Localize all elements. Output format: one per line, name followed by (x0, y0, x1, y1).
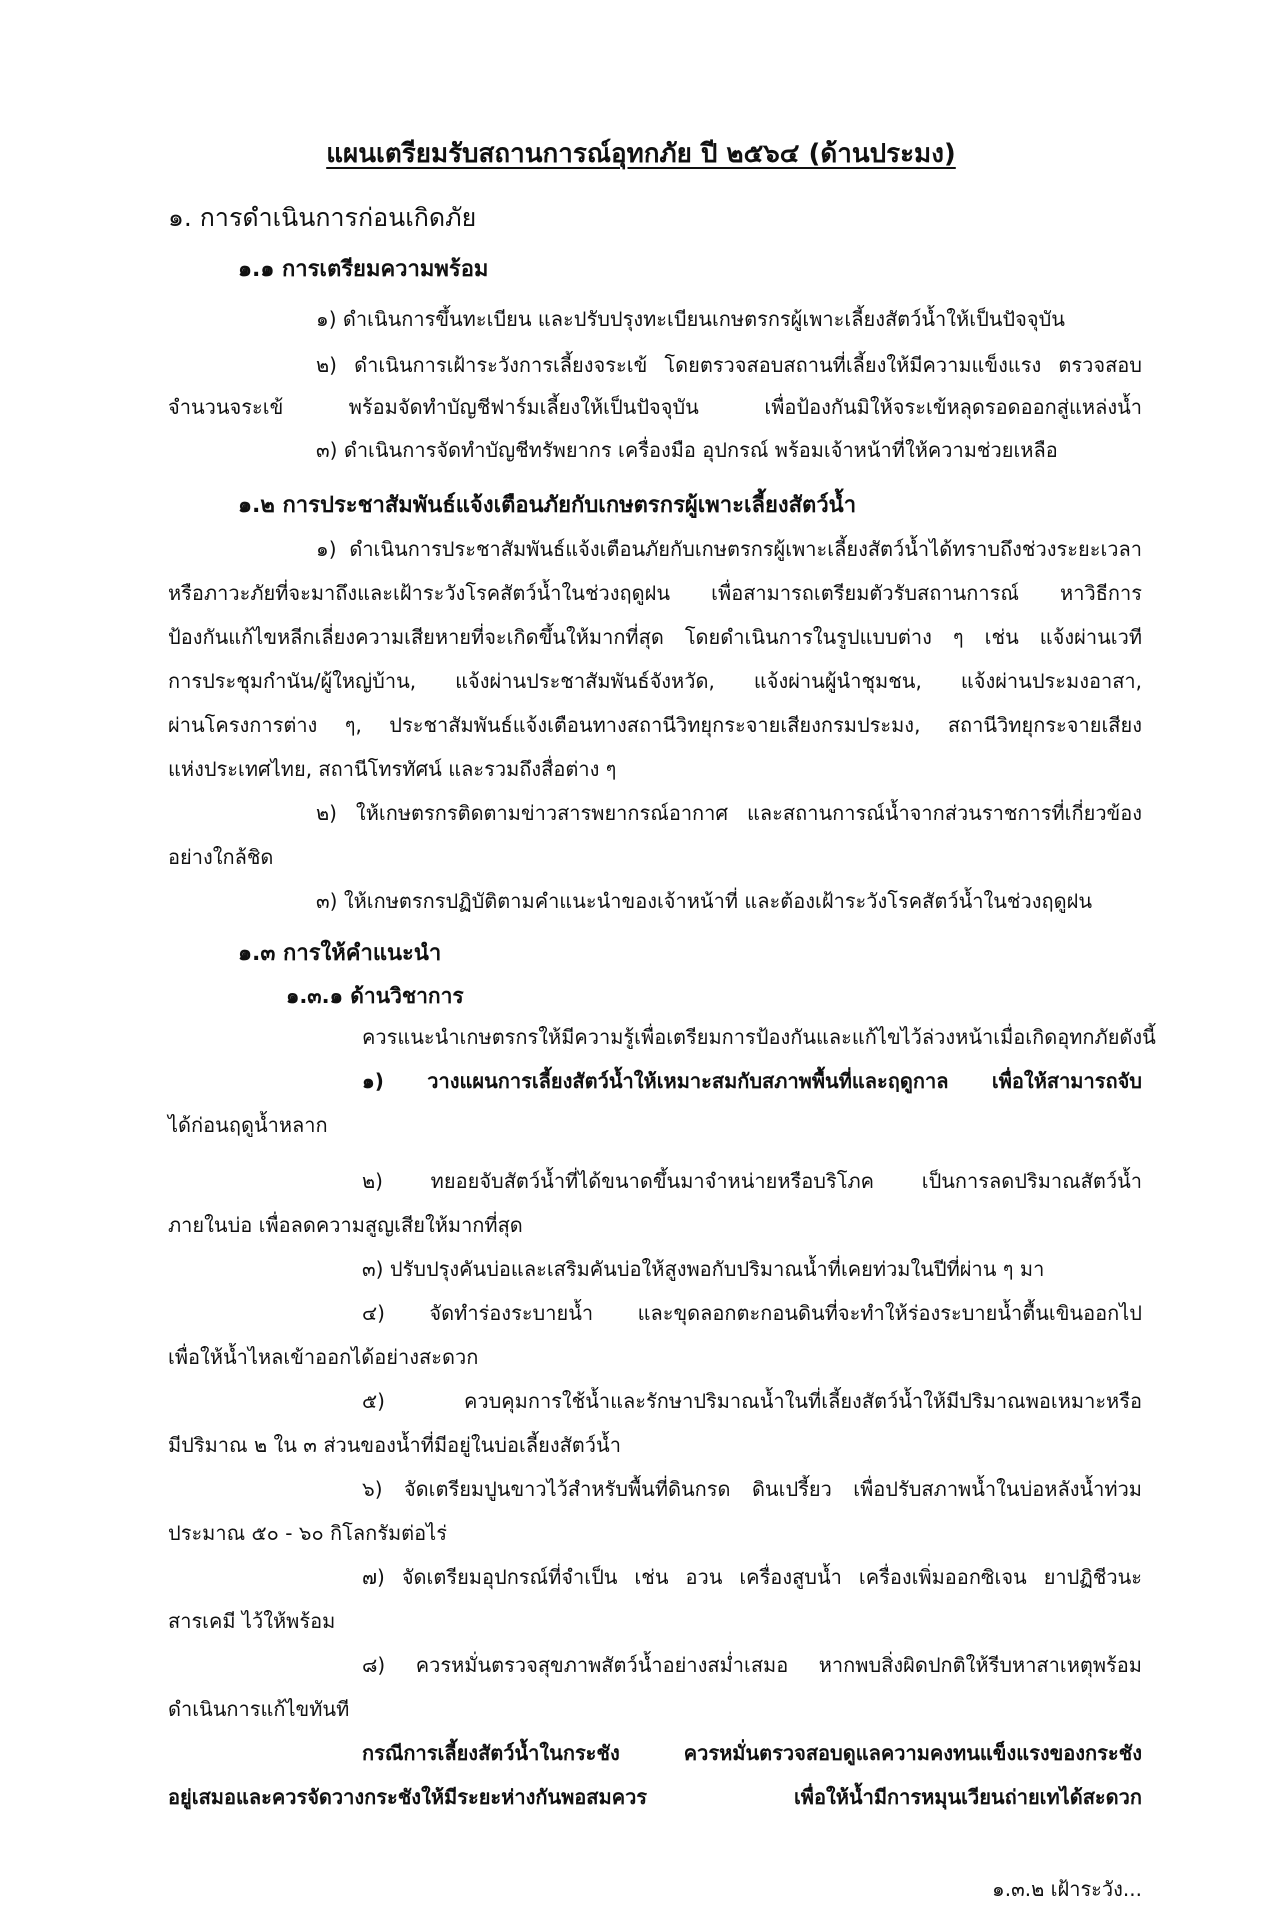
technical-item-5-line-2: มีปริมาณ ๒ ใน ๓ ส่วนของน้ำที่มีอยู่ในบ่อเลี้ยงสัตว์น้ำ (168, 1433, 621, 1457)
section-1-2-item-1-line-6: แห่งประเทศไทย, สถานีโทรทัศน์ และรวมถึงสื่อต่าง ๆ (168, 757, 617, 781)
section-1-heading: ๑. การดำเนินการก่อนเกิดภัย (168, 203, 477, 232)
technical-item-1-line-2: ได้ก่อนฤดูน้ำหลาก (168, 1113, 328, 1137)
technical-item-7-line-2: สารเคมี ไว้ให้พร้อม (168, 1609, 336, 1633)
technical-item-6-line-1: ๖) จัดเตรียมปูนขาวไว้สำหรับพื้นที่ดินกรด ดินเปรี้ยว เพื่อปรับสภาพน้ำในบ่อหลังน้ำท่วม (362, 1477, 1142, 1501)
section-1-2-item-1-line-2: หรือภาวะภัยที่จะมาถึงและเฝ้าระวังโรคสัตว์น้ำในช่วงฤดูฝน เพื่อสามารถเตรียมตัวรับสถานการณ์ หาวิธีการ (168, 581, 1142, 605)
page-continuation-marker: ๑.๓.๒ เฝ้าระวัง... (992, 1877, 1142, 1901)
section-1-3-heading: ๑.๓ การให้คำแนะนำ (238, 941, 442, 966)
section-1-2-item-2-line-2: อย่างใกล้ชิด (168, 845, 274, 869)
technical-item-6-line-2: ประมาณ ๕๐ - ๖๐ กิโลกรัมต่อไร่ (168, 1521, 447, 1545)
technical-item-1-line-1: ๑) วางแผนการเลี้ยงสัตว์น้ำให้เหมาะสมกับสภาพพื้นที่และฤดูกาล เพื่อให้สามารถจับ (362, 1069, 1142, 1093)
technical-item-4-line-1: ๔) จัดทำร่องระบายน้ำ และขุดลอกตะกอนดินที่จะทำให้ร่องระบายน้ำตื้นเขินออกไป (362, 1301, 1142, 1325)
technical-item-4-line-2: เพื่อให้น้ำไหลเข้าออกได้อย่างสะดวก (168, 1345, 479, 1369)
technical-item-8-line-2: ดำเนินการแก้ไขทันที (168, 1697, 350, 1721)
technical-item-2-line-1: ๒) ทยอยจับสัตว์น้ำที่ได้ขนาดขึ้นมาจำหน่ายหรือบริโภค เป็นการลดปริมาณสัตว์น้ำ (362, 1169, 1142, 1193)
section-1-1-heading: ๑.๑ การเตรียมความพร้อม (238, 257, 489, 282)
cage-paragraph-line-1: กรณีการเลี้ยงสัตว์น้ำในกระชัง ควรหมั่นตรวจสอบดูแลความคงทนแข็งแรงของกระชัง (362, 1741, 1142, 1765)
section-1-3-1-intro: ควรแนะนำเกษตรกรให้มีความรู้เพื่อเตรียมการป้องกันและแก้ไขไว้ล่วงหน้าเมื่อเกิดอุทกภัยดังนี้ (362, 1025, 1156, 1049)
cage-paragraph-line-2: อยู่เสมอและควรจัดวางกระชังให้มีระยะห่างกันพอสมควร เพื่อให้น้ำมีการหมุนเวียนถ่ายเทได้สะดวก (168, 1785, 1142, 1809)
section-1-3-1-heading: ๑.๓.๑ ด้านวิชาการ (286, 984, 464, 1008)
section-1-2-item-1-line-5: ผ่านโครงการต่าง ๆ, ประชาสัมพันธ์แจ้งเตือนทางสถานีวิทยุกระจายเสียงกรมประมง, สถานีวิทยุกระจายเสียง (168, 713, 1142, 737)
document-title: แผนเตรียมรับสถานการณ์อุทกภัย ปี ๒๕๖๔ (ด้านประมง) (326, 139, 956, 169)
section-1-2-heading: ๑.๒ การประชาสัมพันธ์แจ้งเตือนภัยกับเกษตรกรผู้เพาะเลี้ยงสัตว์น้ำ (238, 493, 857, 518)
section-1-2-item-2-line-1: ๒) ให้เกษตรกรติดตามข่าวสารพยากรณ์อากาศ และสถานการณ์น้ำจากส่วนราชการที่เกี่ยวข้อง (316, 801, 1142, 825)
technical-item-2-line-2: ภายในบ่อ เพื่อลดความสูญเสียให้มากที่สุด (168, 1213, 523, 1237)
section-1-2-item-1-line-1: ๑) ดำเนินการประชาสัมพันธ์แจ้งเตือนภัยกับเกษตรกรผู้เพาะเลี้ยงสัตว์น้ำได้ทราบถึงช่วงระยะเวลา (316, 537, 1142, 561)
section-1-1-item-2-line-1: ๒) ดำเนินการเฝ้าระวังการเลี้ยงจระเข้ โดยตรวจสอบสถานที่เลี้ยงให้มีความแข็งแรง ตรวจสอบ (316, 353, 1142, 377)
section-1-2-item-1-line-4: การประชุมกำนัน/ผู้ใหญ่บ้าน, แจ้งผ่านประชาสัมพันธ์จังหวัด, แจ้งผ่านผู้นำชุมชน, แจ้งผ่านประมงอาสา, (168, 669, 1142, 693)
section-1-1-item-3: ๓) ดำเนินการจัดทำบัญชีทรัพยากร เครื่องมือ อุปกรณ์ พร้อมเจ้าหน้าที่ให้ความช่วยเหลือ (316, 438, 1058, 462)
section-1-2-item-1-line-3: ป้องกันแก้ไขหลีกเลี่ยงความเสียหายที่จะเกิดขึ้นให้มากที่สุด โดยดำเนินการในรูปแบบต่าง ๆ เช่น แจ้งผ่านเวที (168, 625, 1142, 649)
section-1-1-item-2-line-2: จำนวนจระเข้ พร้อมจัดทำบัญชีฟาร์มเลี้ยงให้เป็นปัจจุบัน เพื่อป้องกันมิให้จระเข้หลุดรอดออกสู่แหล่งน้ำ (168, 395, 1142, 419)
section-1-2-item-3: ๓) ให้เกษตรกรปฏิบัติตามคำแนะนำของเจ้าหน้าที่ และต้องเฝ้าระวังโรคสัตว์น้ำในช่วงฤดูฝน (316, 889, 1092, 913)
section-1-1-item-1: ๑) ดำเนินการขึ้นทะเบียน และปรับปรุงทะเบียนเกษตรกรผู้เพาะเลี้ยงสัตว์น้ำให้เป็นปัจจุบัน (316, 307, 1065, 331)
technical-item-3: ๓) ปรับปรุงคันบ่อและเสริมคันบ่อให้สูงพอกับปริมาณน้ำที่เคยท่วมในปีที่ผ่าน ๆ มา (362, 1257, 1045, 1281)
technical-item-7-line-1: ๗) จัดเตรียมอุปกรณ์ที่จำเป็น เช่น อวน เครื่องสูบน้ำ เครื่องเพิ่มออกซิเจน ยาปฏิชีวนะ (362, 1565, 1142, 1589)
technical-item-8-line-1: ๘) ควรหมั่นตรวจสุขภาพสัตว์น้ำอย่างสม่ำเสมอ หากพบสิ่งผิดปกติให้รีบหาสาเหตุพร้อม (362, 1653, 1142, 1677)
technical-item-5-line-1: ๕) ควบคุมการใช้น้ำและรักษาปริมาณน้ำในที่เลี้ยงสัตว์น้ำให้มีปริมาณพอเหมาะหรือ (362, 1389, 1142, 1413)
